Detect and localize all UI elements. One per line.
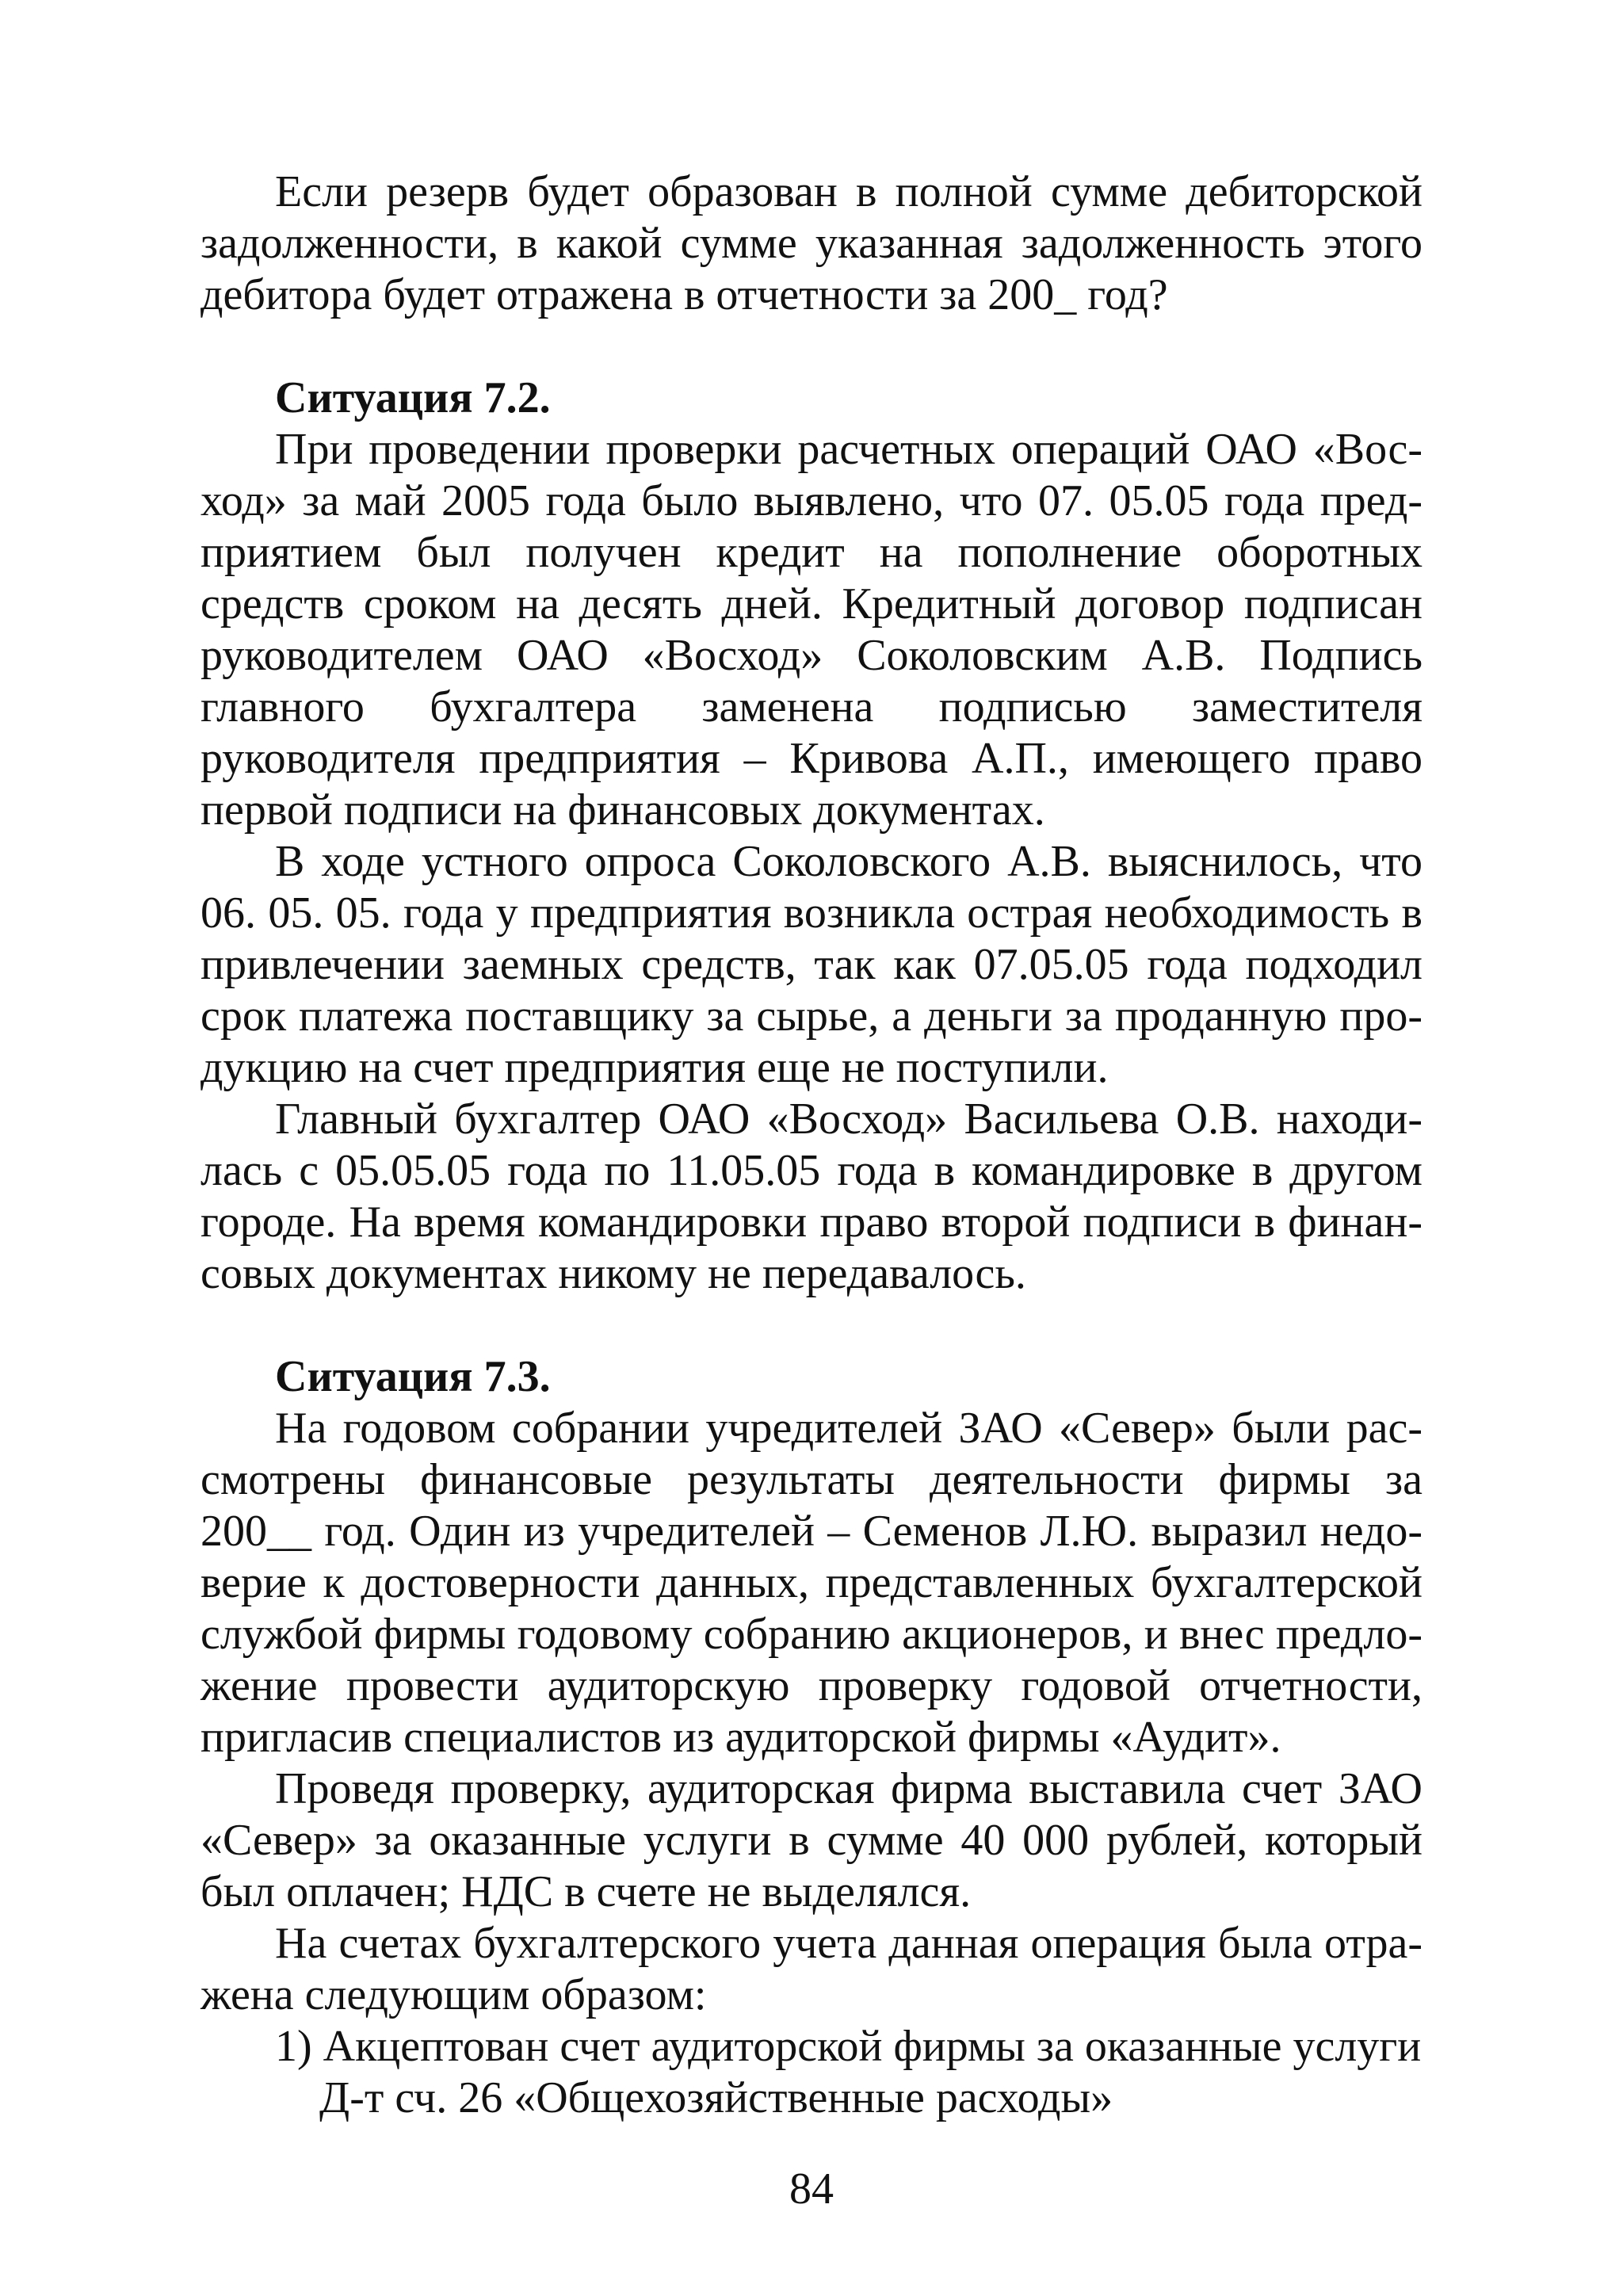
situation-7-3-paragraph: На годовом собрании учредителей ЗАО «Север» были рассмотрены финансовые результаты деятельности фирмы за 200__ год. Один из учредителей – Семенов Л.Ю. выразил недоверие к достоверности данных, представленных бухгалтерской службой фирмы годовому собранию акционеров, и внес предложение провести аудиторскую проверку годовой отчетности, пригласив специалистов из аудиторской фирмы «Аудит».	[200, 1404, 1423, 1762]
section-spacer	[200, 1300, 1423, 1351]
page-number: 84	[789, 2164, 834, 2214]
intro-paragraph: Если резерв будет образован в полной сумме дебиторской задолженности, в какой сумме указанная задолженность этого дебитора будет отражена в отчетности за 200_ год?	[200, 167, 1423, 319]
entry-list-item: 1) Акцептован счет аудиторской фирмы за оказанные услуги	[275, 2022, 1422, 2071]
situation-7-2-paragraph: В ходе устного опроса Соколовского А.В. выяснилось, что 06. 05. 05. года у предприятия возникла острая необходимость в привлечении заемных средств, так как 07.05.05 года подходил срок платежа поставщику за сырье, а деньги за проданную продукцию на счет предприятия еще не поступили.	[200, 837, 1423, 1092]
situation-7-3-paragraph: Проведя проверку, аудиторская фирма выставила счет ЗАО «Север» за оказанные услуги в сумме 40 000 рублей, который был оплачен; НДС в счете не выделялся.	[200, 1764, 1423, 1916]
situation-7-2-heading: Ситуация 7.2.	[275, 373, 551, 422]
entry-list-subline: Д-т сч. 26 «Общехозяйственные расходы»	[319, 2073, 1113, 2122]
situation-7-3-paragraph: На счетах бухгалтерского учета данная операция была отражена следующим образом:	[200, 1919, 1423, 2019]
situation-7-2-paragraph: Главный бухгалтер ОАО «Восход» Васильева О.В. находилась с 05.05.05 года по 11.05.05 года в командировке в другом городе. На время командировки право второй подписи в финансовых документах никому не передавалось.	[200, 1095, 1423, 1298]
page-content	[200, 166, 1423, 2124]
situation-7-2-paragraph: При проведении проверки расчетных операций ОАО «Восход» за май 2005 года было выявлено, что 07. 05.05 года предприятием был получен кредит на пополнение оборотных средств сроком на десять дней. Кредитный договор подписан руководителем ОАО «Восход» Соколовским А.В. Подпись главного бухгалтера заменена подписью заместителя руководителя предприятия – Кривова А.П., имеющего право первой подписи на финансовых документах.	[200, 425, 1423, 835]
situation-7-3-heading: Ситуация 7.3.	[275, 1352, 551, 1401]
section-spacer	[200, 321, 1423, 372]
